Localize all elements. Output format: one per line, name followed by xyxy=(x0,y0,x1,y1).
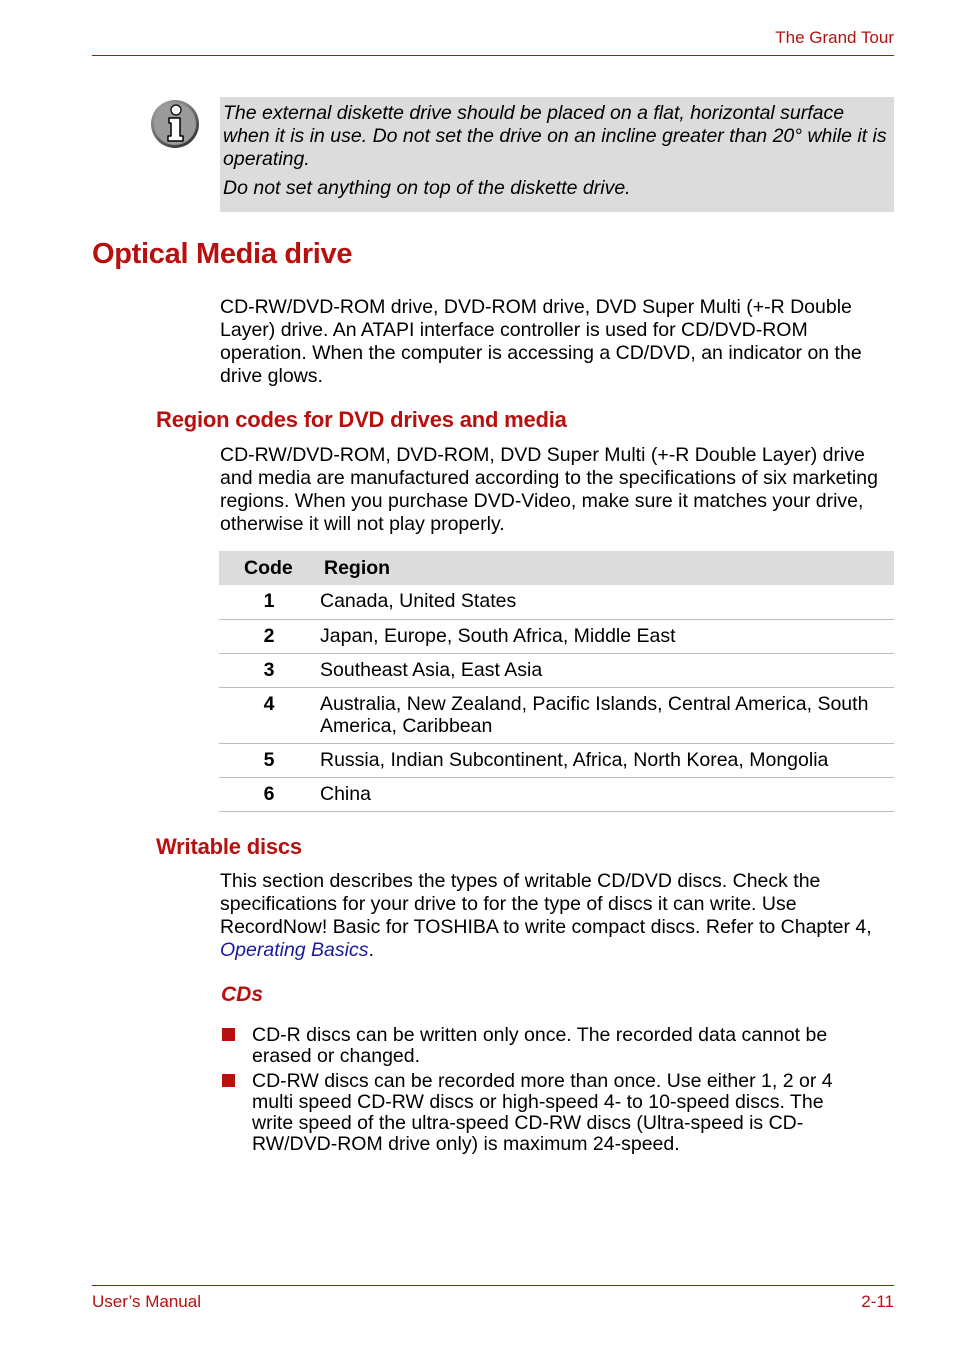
region-codes-body: CD-RW/DVD-ROM, DVD-ROM, DVD Super Multi (+-R Double Layer) drive and media are manufactured according to the specifications of six marketing regions. When you purchase DVD-Video, make sure it matches your drive, otherwise it will not play properly. xyxy=(220,444,878,535)
region-name: China xyxy=(320,783,371,805)
region-code: 4 xyxy=(263,693,275,715)
header-title: The Grand Tour xyxy=(775,28,894,47)
region-name: Japan, Europe, South Africa, Middle East xyxy=(320,625,676,647)
bullet-square-icon xyxy=(222,1074,235,1087)
operating-basics-link[interactable]: Operating Basics xyxy=(220,939,369,961)
table-row xyxy=(219,778,894,812)
page-number: 2-11 xyxy=(861,1292,894,1311)
column-header-region: Region xyxy=(324,556,391,579)
bullet-text: CD-RW discs can be recorded more than once. Use either 1, 2 or 4 multi speed CD-RW discs or high-speed 4- to 10-speed discs. The write speed of the ultra-speed CD-RW discs (Ultra-speed is CD-RW/DVD-ROM drive only) is maximum 24-speed. xyxy=(252,1070,833,1155)
region-code: 6 xyxy=(263,783,275,805)
table-row xyxy=(219,688,894,744)
region-codes-heading: Region codes for DVD drives and media xyxy=(156,407,567,432)
cd-bullet-list xyxy=(221,1025,861,1159)
writable-body-text: This section describes the types of writable CD/DVD discs. Check the specifications for your drive to for the type of discs it can write. Use RecordNow! Basic for TOSHIBA to write compact discs. Refer to Chapter 4, xyxy=(220,870,872,938)
section-title: Optical Media drive xyxy=(92,238,353,270)
writable-discs-heading: Writable discs xyxy=(156,834,302,859)
bullet-text: CD-R discs can be written only once. The recorded data cannot be erased or changed. xyxy=(252,1024,828,1067)
footer-rule xyxy=(92,1285,894,1286)
region-name: Russia, Indian Subcontinent, Africa, North Korea, Mongolia xyxy=(320,749,829,771)
table-row xyxy=(219,620,894,654)
region-code: 2 xyxy=(263,625,275,647)
column-header-code: Code xyxy=(244,556,293,579)
bullet-square-icon xyxy=(222,1028,235,1041)
table-row xyxy=(219,654,894,688)
table-header xyxy=(219,551,894,585)
table-row xyxy=(219,585,894,620)
region-code: 3 xyxy=(263,659,275,681)
region-code: 1 xyxy=(263,590,275,612)
region-codes-table xyxy=(219,551,894,812)
region-name: Canada, United States xyxy=(320,590,517,612)
region-code: 5 xyxy=(263,749,275,771)
note-paragraph: Do not set anything on top of the diskette drive. xyxy=(223,177,631,199)
note-paragraph: The external diskette drive should be placed on a flat, horizontal surface when it is in use. Do not set the drive on an incline greater than 20° while it is operating. xyxy=(223,102,887,170)
header-rule xyxy=(92,55,894,56)
list-item xyxy=(221,1071,861,1155)
writable-body-suffix: . xyxy=(368,939,374,961)
note-box xyxy=(220,97,894,212)
table-row xyxy=(219,744,894,778)
writable-discs-body xyxy=(220,870,896,962)
list-item xyxy=(221,1025,861,1067)
cds-heading: CDs xyxy=(221,983,264,1006)
region-name: Australia, New Zealand, Pacific Islands, Central America, South America, Caribbean xyxy=(320,693,869,737)
footer-manual-title: User’s Manual xyxy=(92,1292,201,1311)
section-intro: CD-RW/DVD-ROM drive, DVD-ROM drive, DVD Super Multi (+-R Double Layer) drive. An ATAPI interface controller is used for CD/DVD-ROM operation. When the computer is accessing a CD/DVD, an indicator on the drive glows. xyxy=(220,296,862,387)
region-name: Southeast Asia, East Asia xyxy=(320,659,543,681)
info-icon xyxy=(150,99,200,149)
